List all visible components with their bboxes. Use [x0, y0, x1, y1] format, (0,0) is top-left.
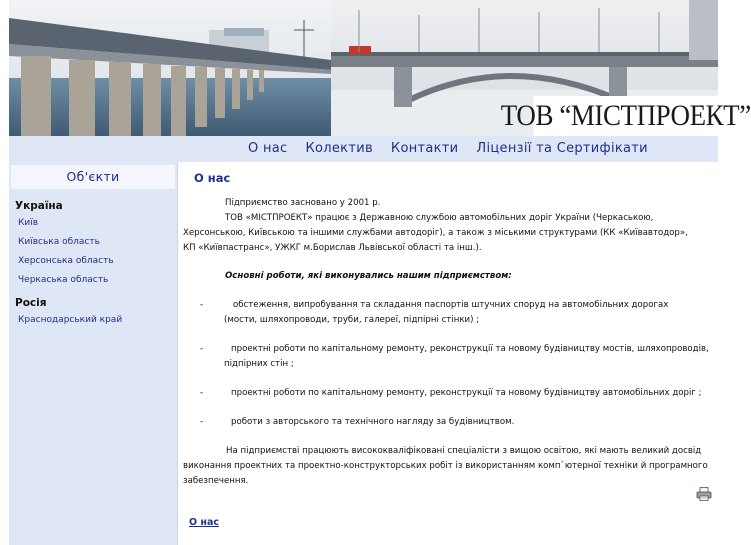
sidebar-item-cherkasy-region[interactable]: Черкаська область: [18, 275, 109, 285]
nav-licenses[interactable]: Ліцензії та Сертифікати: [476, 141, 648, 156]
bullet-2-line-2: підпірних стін ;: [224, 359, 294, 369]
bullet-marker: -: [200, 417, 204, 427]
bullet-marker: -: [200, 344, 204, 354]
staff-line-2: виконання проектних та проектно-конструкторських робіт із використанням комп`ютерної техніки й програмного: [183, 461, 708, 471]
sidebar-item-kyiv-region[interactable]: Київська область: [18, 237, 100, 247]
bullet-2-line-1: проектні роботи по капітальному ремонту, реконструкції та новому будівництву мостів, шляхопроводів,: [231, 344, 709, 354]
company-logo-text: ТОВ “МІСТПРОЕКТ”: [534, 96, 719, 136]
bullet-marker: -: [200, 300, 204, 310]
bullet-1-line-1: обстеження, випробування та складання паспортів штучних споруд на автомобільних дорогах: [233, 300, 669, 310]
staff-line-1: На підприємстві працюють висококваліфіковані спеціалісти з вищою освітою, які мають великий досвід: [226, 446, 702, 456]
footer-about-link[interactable]: О нас: [189, 517, 219, 528]
sidebar-item-kyiv[interactable]: Київ: [18, 218, 39, 228]
sidebar-item-krasnodar[interactable]: Краснодарський край: [18, 315, 123, 325]
objects-sidebar: [9, 162, 178, 545]
bullet-marker: -: [200, 388, 204, 398]
founded-text: Підприємство засновано у 2001 р.: [225, 198, 381, 208]
intro-line-1: ТОВ «МІСТПРОЕКТ» працює з Державною службою автомобільних доріг України (Черкаською,: [225, 213, 654, 223]
nav-menu: [248, 141, 666, 156]
printer-icon[interactable]: [696, 487, 712, 501]
nav-team[interactable]: Колектив: [305, 141, 373, 156]
header-banner: [9, 0, 751, 136]
top-navigation: [9, 136, 718, 162]
russia-list: [9, 315, 177, 325]
country-ukraine: Україна: [15, 200, 63, 212]
intro-line-2: Херсонською, Київською та іншими службами автодоріг), а також з міськими структурами (КК «Київавтодор»,: [183, 228, 688, 238]
staff-line-3: забезпечення.: [183, 476, 249, 486]
sidebar-heading: Об'єкти: [11, 165, 175, 189]
works-heading: Основні роботи, які виконувались нашим підприємством:: [225, 271, 512, 281]
main-content: [183, 162, 718, 545]
intro-line-3: КП «Київпастранс», УЖКГ м.Борислав Львівської області та інш.).: [183, 243, 482, 253]
sidebar-item-kherson-region[interactable]: Херсонська область: [18, 256, 114, 266]
bullet-3-line-1: проектні роботи по капітальному ремонту, реконструкції та новому будівництву автомобільних доріг ;: [231, 388, 702, 398]
nav-about[interactable]: О нас: [248, 141, 288, 156]
ukraine-list: [9, 218, 177, 285]
page-title: О нас: [194, 171, 231, 185]
bullet-1-line-2: (мости, шляхопроводи, труби, галереї, підпірні стінки) ;: [224, 315, 480, 325]
bullet-4-line-1: роботи з авторського та технічного нагляду за будівництвом.: [231, 417, 515, 427]
nav-contacts[interactable]: Контакти: [390, 141, 459, 156]
country-russia: Росія: [15, 297, 47, 309]
